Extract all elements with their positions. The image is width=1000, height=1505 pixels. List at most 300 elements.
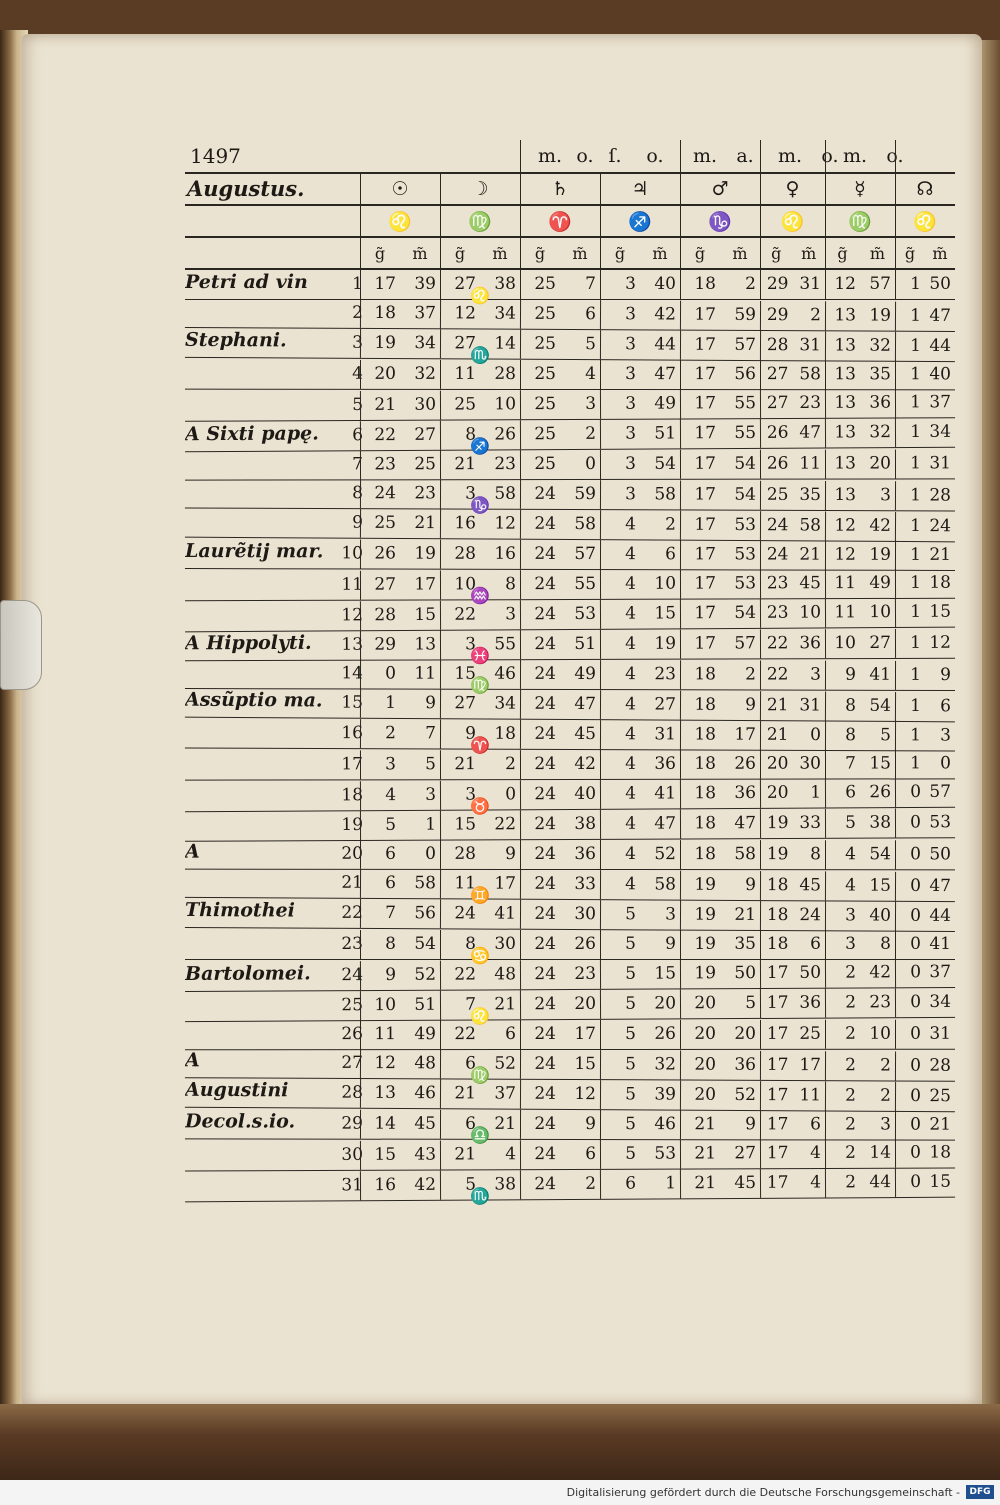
cell-value: 19 — [694, 874, 717, 895]
day-number: 26 — [341, 1024, 364, 1045]
feast-name: Augustini — [184, 1078, 289, 1102]
moon-sign: ♓ — [470, 646, 491, 666]
table-row — [184, 418, 955, 456]
cell-value: 28 — [929, 485, 952, 506]
zodiac-sign: ♐ — [628, 210, 652, 233]
day-number: 17 — [341, 754, 364, 775]
cell-value: 54 — [869, 844, 892, 865]
table-row — [185, 1020, 955, 1051]
cell-value: 31 — [929, 453, 952, 474]
cell-value: 54 — [414, 934, 437, 955]
unit-label: g̃ — [614, 243, 626, 263]
cell-value: 47 — [799, 422, 822, 443]
cell-value: 6 — [810, 933, 822, 954]
cell-value: 27 — [414, 424, 437, 445]
cell-value: 1 — [910, 392, 922, 413]
cell-value: 27 — [454, 274, 476, 294]
cell-value: 40 — [574, 783, 597, 804]
cell-value: 19 — [694, 933, 717, 954]
cell-value: 19 — [374, 332, 397, 354]
cell-value: 45 — [799, 875, 822, 896]
cell-value: 13 — [834, 453, 857, 474]
cell-value: 22 — [454, 964, 477, 985]
cell-value: 28 — [929, 1055, 952, 1076]
feast-name: A — [184, 1049, 200, 1072]
cell-value: 17 — [694, 633, 717, 654]
cell-value: 18 — [694, 694, 717, 715]
cell-value: 17 — [574, 1023, 597, 1044]
cell-value: 15 — [574, 1054, 597, 1075]
planet-symbol: ♀ — [785, 178, 800, 200]
day-number: 4 — [352, 363, 364, 384]
cell-value: 49 — [414, 1024, 437, 1045]
cell-value: 5 — [585, 334, 597, 355]
cell-value: 4 — [625, 603, 637, 624]
table-row — [185, 1168, 955, 1206]
cell-value: 34 — [494, 303, 517, 324]
column-divider — [825, 140, 826, 172]
cell-value: 19 — [654, 633, 677, 654]
cell-value: 1 — [665, 1173, 677, 1194]
cell-value: 7 — [585, 274, 596, 294]
cell-value: 20 — [574, 993, 597, 1014]
feast-name: Assũptio ma. — [184, 688, 323, 712]
cell-value: 17 — [766, 1172, 789, 1193]
cell-value: 20 — [766, 753, 789, 774]
cell-value: 39 — [414, 274, 436, 294]
cell-value: 8 — [845, 695, 857, 716]
day-number: 11 — [341, 574, 364, 595]
cell-value: 42 — [869, 962, 892, 983]
cell-value: 24 — [534, 843, 557, 864]
cell-value: 28 — [494, 363, 517, 384]
cell-value: 2 — [845, 1114, 857, 1135]
cell-value: 13 — [834, 364, 857, 385]
day-number: 8 — [352, 483, 364, 504]
cell-value: 1 — [910, 274, 921, 294]
cell-value: 54 — [654, 453, 677, 474]
cell-value: 40 — [654, 274, 676, 294]
cell-value: 5 — [880, 725, 892, 746]
cell-value: 24 — [534, 994, 557, 1015]
cell-value: 53 — [734, 514, 757, 536]
cell-value: 1 — [910, 664, 922, 685]
header-units-row — [185, 238, 955, 270]
cell-value: 42 — [654, 304, 677, 325]
cell-value: 47 — [929, 876, 952, 897]
cell-value: 57 — [734, 334, 757, 356]
cell-value: 54 — [734, 453, 757, 474]
cell-value: 26 — [654, 1023, 677, 1044]
planet-symbol: ♄ — [551, 178, 569, 200]
cell-value: 25 — [799, 1023, 822, 1044]
day-number: 21 — [341, 872, 364, 893]
cell-value: 15 — [454, 814, 477, 835]
cell-value: 2 — [845, 1055, 857, 1076]
cell-value: 24 — [534, 604, 557, 625]
cell-value: 14 — [494, 333, 517, 354]
cell-value: 18 — [766, 875, 789, 896]
cell-value: 17 — [694, 603, 717, 624]
cell-value: 3 — [940, 725, 952, 746]
cell-value: 30 — [414, 394, 437, 415]
unit-label: m̃ — [652, 243, 668, 263]
unit-label: m̃ — [412, 243, 428, 263]
cell-value: 0 — [425, 843, 437, 864]
cell-value: 45 — [574, 724, 597, 745]
cell-value: 41 — [869, 664, 892, 685]
cell-value: 24 — [534, 574, 557, 595]
cell-value: 52 — [734, 1084, 757, 1106]
cell-value: 5 — [625, 1084, 637, 1105]
cell-value: 17 — [766, 1054, 789, 1076]
table-row — [185, 270, 955, 305]
cell-value: 4 — [810, 1172, 822, 1193]
cell-value: 1 — [910, 601, 922, 622]
cell-value: 51 — [654, 423, 677, 444]
cell-value: 0 — [910, 1142, 922, 1163]
cell-value: 18 — [929, 572, 952, 593]
cell-value: 53 — [929, 812, 952, 833]
day-number: 16 — [341, 723, 364, 744]
planet-symbol: ☉ — [391, 178, 409, 200]
cell-value: 8 — [505, 574, 517, 595]
cell-value: 32 — [414, 363, 437, 384]
cell-value: 0 — [910, 1171, 922, 1192]
day-number: 15 — [341, 692, 364, 713]
cell-value: 24 — [534, 964, 557, 985]
cell-value: 19 — [694, 963, 717, 984]
cell-value: 5 — [465, 1174, 477, 1195]
cell-value: 50 — [734, 963, 757, 984]
cell-value: 5 — [625, 1114, 637, 1135]
cell-value: 4 — [625, 694, 637, 715]
feast-name: Decol.s.io. — [184, 1110, 296, 1133]
cell-value: 49 — [869, 572, 892, 594]
cell-value: 32 — [869, 422, 892, 443]
cell-value: 0 — [910, 905, 922, 926]
cell-value: 20 — [694, 993, 717, 1014]
cell-value: 21 — [734, 904, 757, 925]
cell-value: 0 — [385, 663, 397, 684]
zodiac-sign: ♌ — [388, 210, 412, 233]
cell-value: 21 — [374, 394, 397, 415]
day-number: 13 — [341, 634, 364, 655]
aspect-label: o. — [821, 145, 839, 167]
unit-label: g̃ — [694, 243, 706, 263]
cell-value: 1 — [910, 305, 922, 326]
feast-name: Bartolomei. — [184, 962, 311, 985]
cell-value: 17 — [694, 364, 717, 385]
cell-value: 6 — [465, 1053, 477, 1074]
cell-value: 59 — [734, 304, 757, 325]
cell-value: 17 — [766, 962, 789, 983]
cell-value: 24 — [534, 784, 557, 805]
cell-value: 28 — [374, 605, 397, 626]
cell-value: 5 — [845, 812, 857, 833]
cell-value: 22 — [454, 1024, 477, 1045]
zodiac-sign: ♈ — [548, 210, 572, 233]
cell-value: 13 — [834, 422, 857, 443]
cell-value: 5 — [745, 992, 757, 1014]
cell-value: 25 — [766, 484, 789, 505]
unit-label: g̃ — [771, 243, 782, 263]
cell-value: 2 — [505, 754, 517, 775]
cell-value: 52 — [494, 1053, 517, 1074]
cell-value: 9 — [745, 874, 757, 896]
aspect-label: a. — [736, 145, 754, 167]
cell-value: 21 — [766, 724, 789, 745]
cell-value: 58 — [494, 483, 517, 504]
cell-value: 24 — [454, 903, 477, 924]
cell-value: 24 — [534, 1083, 557, 1104]
cell-value: 25 — [534, 424, 557, 445]
cell-value: 20 — [694, 1054, 717, 1075]
moon-sign: ♎ — [469, 1125, 490, 1145]
cell-value: 12 — [574, 1084, 597, 1105]
cell-value: 3 — [625, 364, 637, 385]
cell-value: 9 — [745, 1114, 757, 1135]
cell-value: 48 — [494, 964, 517, 985]
year-label: 1497 — [190, 144, 241, 168]
cell-value: 27 — [869, 632, 892, 654]
cell-value: 18 — [929, 1142, 952, 1163]
cell-value: 17 — [414, 574, 437, 595]
day-number: 3 — [352, 332, 364, 353]
cell-value: 4 — [625, 844, 637, 865]
cell-value: 40 — [929, 364, 952, 385]
planet-symbol: ☽ — [471, 178, 489, 200]
aspect-label: o. — [646, 145, 664, 167]
moon-sign: ♌ — [470, 1006, 491, 1026]
cell-value: 58 — [414, 873, 437, 894]
cell-value: 3 — [465, 483, 477, 504]
unit-label: g̃ — [904, 243, 916, 263]
cell-value: 6 — [505, 1024, 517, 1045]
cell-value: 11 — [454, 873, 477, 894]
cell-value: 0 — [810, 724, 822, 745]
unit-label: g̃ — [374, 243, 386, 263]
cell-value: 58 — [654, 484, 677, 505]
cell-value: 19 — [869, 544, 892, 565]
cell-value: 36 — [574, 844, 597, 865]
cell-value: 21 — [494, 1113, 517, 1134]
cell-value: 27 — [454, 333, 477, 354]
column-divider — [520, 140, 521, 172]
cell-value: 6 — [625, 1173, 637, 1194]
month-label: Augustus. — [187, 176, 305, 201]
day-number: 24 — [341, 965, 364, 986]
cell-value: 27 — [734, 1143, 757, 1164]
cell-value: 18 — [494, 723, 517, 744]
table-row — [185, 539, 955, 571]
zodiac-sign: ♌ — [913, 210, 937, 233]
table-row — [185, 749, 955, 780]
cell-value: 18 — [694, 274, 716, 294]
day-number: 28 — [341, 1082, 364, 1103]
cell-value: 3 — [425, 784, 437, 805]
cell-value: 45 — [799, 573, 822, 594]
cell-value: 25 — [534, 394, 557, 415]
table-row — [184, 629, 955, 666]
cell-value: 21 — [414, 513, 437, 534]
cell-value: 17 — [766, 1143, 789, 1164]
cell-value: 5 — [625, 1143, 637, 1164]
cell-value: 10 — [654, 573, 677, 594]
unit-label: g̃ — [837, 243, 848, 263]
moon-sign: ♏ — [470, 1186, 491, 1206]
cell-value: 2 — [845, 1172, 857, 1193]
cell-value: 21 — [929, 544, 952, 565]
cell-value: 17 — [734, 724, 757, 745]
table-row — [185, 898, 955, 932]
cell-value: 55 — [494, 634, 517, 655]
day-number: 18 — [341, 785, 364, 806]
cell-value: 10 — [454, 574, 477, 595]
header-planets-row — [185, 174, 955, 206]
cell-value: 19 — [766, 812, 789, 834]
day-number: 22 — [341, 902, 364, 923]
cell-value: 4 — [845, 875, 857, 896]
cell-value: 11 — [834, 602, 857, 623]
cell-value: 17 — [694, 484, 717, 505]
cell-value: 48 — [414, 1053, 437, 1074]
cell-value: 23 — [799, 392, 822, 413]
table-body — [184, 270, 955, 1206]
cell-value: 34 — [929, 991, 952, 1013]
cell-value: 23 — [766, 602, 789, 623]
cell-value: 10 — [834, 633, 857, 654]
cell-value: 36 — [799, 633, 822, 654]
cell-value: 17 — [766, 992, 789, 1013]
cell-value: 5 — [625, 963, 637, 984]
moon-sign: ♉ — [470, 796, 491, 816]
cell-value: 23 — [654, 664, 677, 685]
day-number: 2 — [352, 302, 364, 323]
book-cover-bottom — [0, 1404, 1000, 1480]
cell-value: 29 — [766, 274, 789, 294]
cell-value: 30 — [494, 934, 517, 955]
cell-value: 2 — [845, 962, 857, 983]
table-row — [185, 988, 955, 1026]
cell-value: 19 — [414, 543, 437, 564]
cell-value: 6 — [585, 304, 597, 325]
cell-value: 58 — [799, 364, 822, 385]
day-number: 20 — [341, 843, 364, 864]
day-number: 14 — [341, 663, 364, 684]
cell-value: 0 — [910, 933, 922, 954]
cell-value: 21 — [494, 994, 517, 1015]
cell-value: 3 — [845, 905, 857, 926]
cell-value: 17 — [799, 1055, 822, 1076]
cell-value: 4 — [625, 514, 637, 535]
cell-value: 5 — [385, 814, 397, 835]
day-number: 12 — [341, 605, 364, 626]
cell-value: 18 — [694, 783, 717, 804]
moon-sign: ♋ — [470, 946, 490, 966]
cell-value: 6 — [665, 544, 677, 565]
day-number: 6 — [352, 425, 364, 446]
cell-value: 23 — [414, 483, 437, 504]
cell-value: 25 — [454, 394, 477, 415]
cell-value: 9 — [745, 695, 757, 716]
cell-value: 36 — [799, 992, 822, 1013]
cell-value: 30 — [574, 904, 597, 925]
cell-value: 0 — [585, 453, 597, 474]
aspect-label: m. — [842, 145, 868, 167]
cell-value: 52 — [414, 964, 437, 985]
cell-value: 20 — [374, 363, 397, 384]
cell-value: 0 — [910, 1114, 922, 1135]
cell-value: 18 — [694, 753, 717, 774]
cell-value: 17 — [694, 573, 717, 594]
cell-value: 1 — [910, 696, 922, 717]
cell-value: 24 — [534, 513, 557, 534]
cell-value: 2 — [880, 1055, 892, 1076]
cell-value: 58 — [734, 844, 757, 865]
cell-value: 45 — [734, 1172, 757, 1194]
cell-value: 20 — [734, 1023, 757, 1044]
dfg-logo: DFG — [966, 1485, 994, 1499]
cell-value: 12 — [454, 303, 477, 324]
cell-value: 17 — [694, 304, 717, 325]
cell-value: 28 — [766, 335, 789, 356]
table-row — [185, 449, 955, 480]
cell-value: 15 — [929, 1171, 952, 1192]
cell-value: 22 — [766, 664, 789, 685]
cell-value: 24 — [534, 483, 557, 504]
cell-value: 21 — [694, 1173, 717, 1194]
cell-value: 27 — [454, 693, 477, 714]
cell-value: 35 — [869, 364, 892, 385]
cell-value: 37 — [414, 303, 437, 324]
table-row — [185, 478, 955, 515]
cell-value: 21 — [454, 1144, 477, 1165]
cell-value: 8 — [385, 934, 397, 955]
cell-value: 4 — [505, 1144, 517, 1165]
feast-name: A — [184, 840, 200, 863]
cell-value: 2 — [845, 1023, 857, 1044]
unit-label: g̃ — [534, 243, 546, 263]
cell-value: 17 — [694, 453, 717, 474]
cell-value: 26 — [374, 543, 397, 564]
cell-value: 25 — [534, 454, 557, 475]
cell-value: 27 — [374, 574, 397, 595]
cell-value: 25 — [374, 512, 397, 533]
cell-value: 3 — [585, 393, 597, 414]
cell-value: 24 — [799, 905, 822, 926]
cell-value: 3 — [625, 334, 637, 355]
cell-value: 2 — [880, 1085, 892, 1106]
day-number: 25 — [341, 995, 364, 1016]
cell-value: 19 — [869, 305, 892, 326]
cell-value: 53 — [734, 544, 757, 565]
cell-value: 44 — [654, 334, 677, 355]
cell-value: 36 — [734, 1054, 757, 1075]
aspect-label: m. — [777, 145, 803, 167]
cell-value: 7 — [465, 994, 477, 1015]
cell-value: 39 — [654, 1084, 677, 1105]
cell-value: 18 — [694, 724, 717, 745]
cell-value: 1 — [910, 364, 922, 385]
cell-value: 29 — [766, 305, 789, 326]
cell-value: 22 — [766, 633, 789, 654]
planet-symbol: ♃ — [631, 178, 649, 200]
cell-value: 54 — [869, 695, 892, 716]
cell-value: 24 — [534, 543, 557, 564]
cell-value: 25 — [929, 1086, 952, 1107]
cell-value: 1 — [425, 814, 437, 835]
